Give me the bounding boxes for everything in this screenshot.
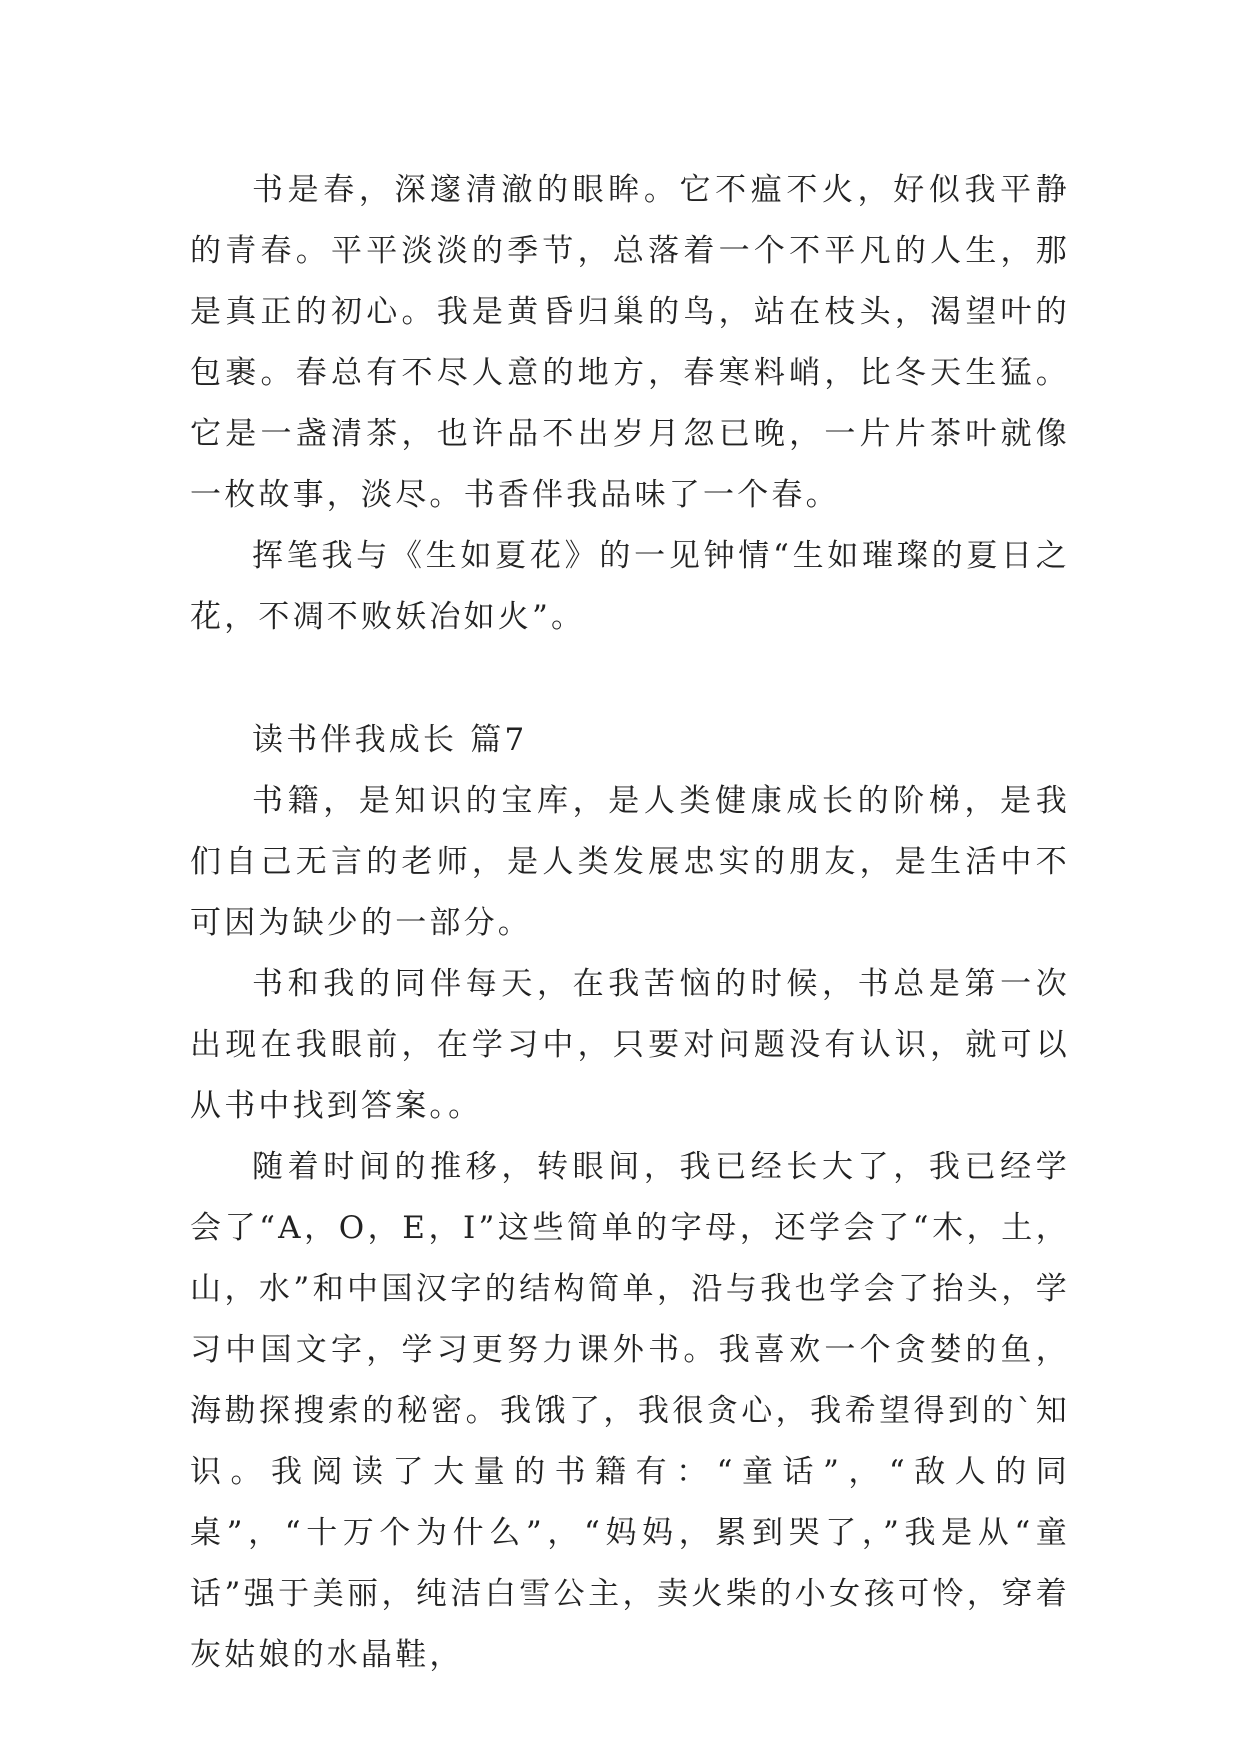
paragraph-spring: 书是春，深邃清澈的眼眸。它不瘟不火，好似我平静的青春。平平淡淡的季节，总落着一个不平凡的人生，那是真正的初心。我是黄昏归巢的鸟，站在枝头，渴望叶的包裹。春总有不尽人意的地方，春寒料峭，比冬天生猛。它是一盏清茶，也许品不出岁月忽已晚，一片片茶叶就像一枚故事，淡尽。书香伴我品味了一个春。	[190, 172, 1070, 513]
document-page	[190, 160, 1070, 1686]
paragraph-books-companion: 书和我的同伴每天，在我苦恼的时候，书总是第一次出现在我眼前，在学习中，只要对问题没有认识，就可以从书中找到答案。。	[190, 966, 1070, 1124]
paragraph-summer-flower: 挥笔我与《生如夏花》的一见钟情“生如璀璨的夏日之花，不凋不败妖冶如火”。	[190, 538, 1070, 635]
paragraph-growing-up: 随着时间的推移，转眼间，我已经长大了，我已经学会了“A，O，E，I”这些简单的字母，还学会了“木，土，山，水”和中国汉字的结构简单，沿与我也学会了抬头，学习中国文字，学习更努力课外书。我喜欢一个贪婪的鱼，海勘探搜索的秘密。我饿了，我很贪心，我希望得到的`知识。我阅读了大量的书籍有：“童话”，“敌人的同桌”，“十万个为什么”，“妈妈，累到哭了，”我是从“童话”强于美丽，纯洁白雪公主，卖火柴的小女孩可怜，穿着灰姑娘的水晶鞋，	[190, 1149, 1070, 1673]
paragraph-books-treasure: 书籍，是知识的宝库，是人类健康成长的阶梯，是我们自己无言的老师，是人类发展忠实的朋友，是生活中不可因为缺少的一部分。	[190, 783, 1070, 941]
section-gap	[190, 648, 1070, 710]
section-heading: 读书伴我成长 篇7	[252, 722, 528, 758]
